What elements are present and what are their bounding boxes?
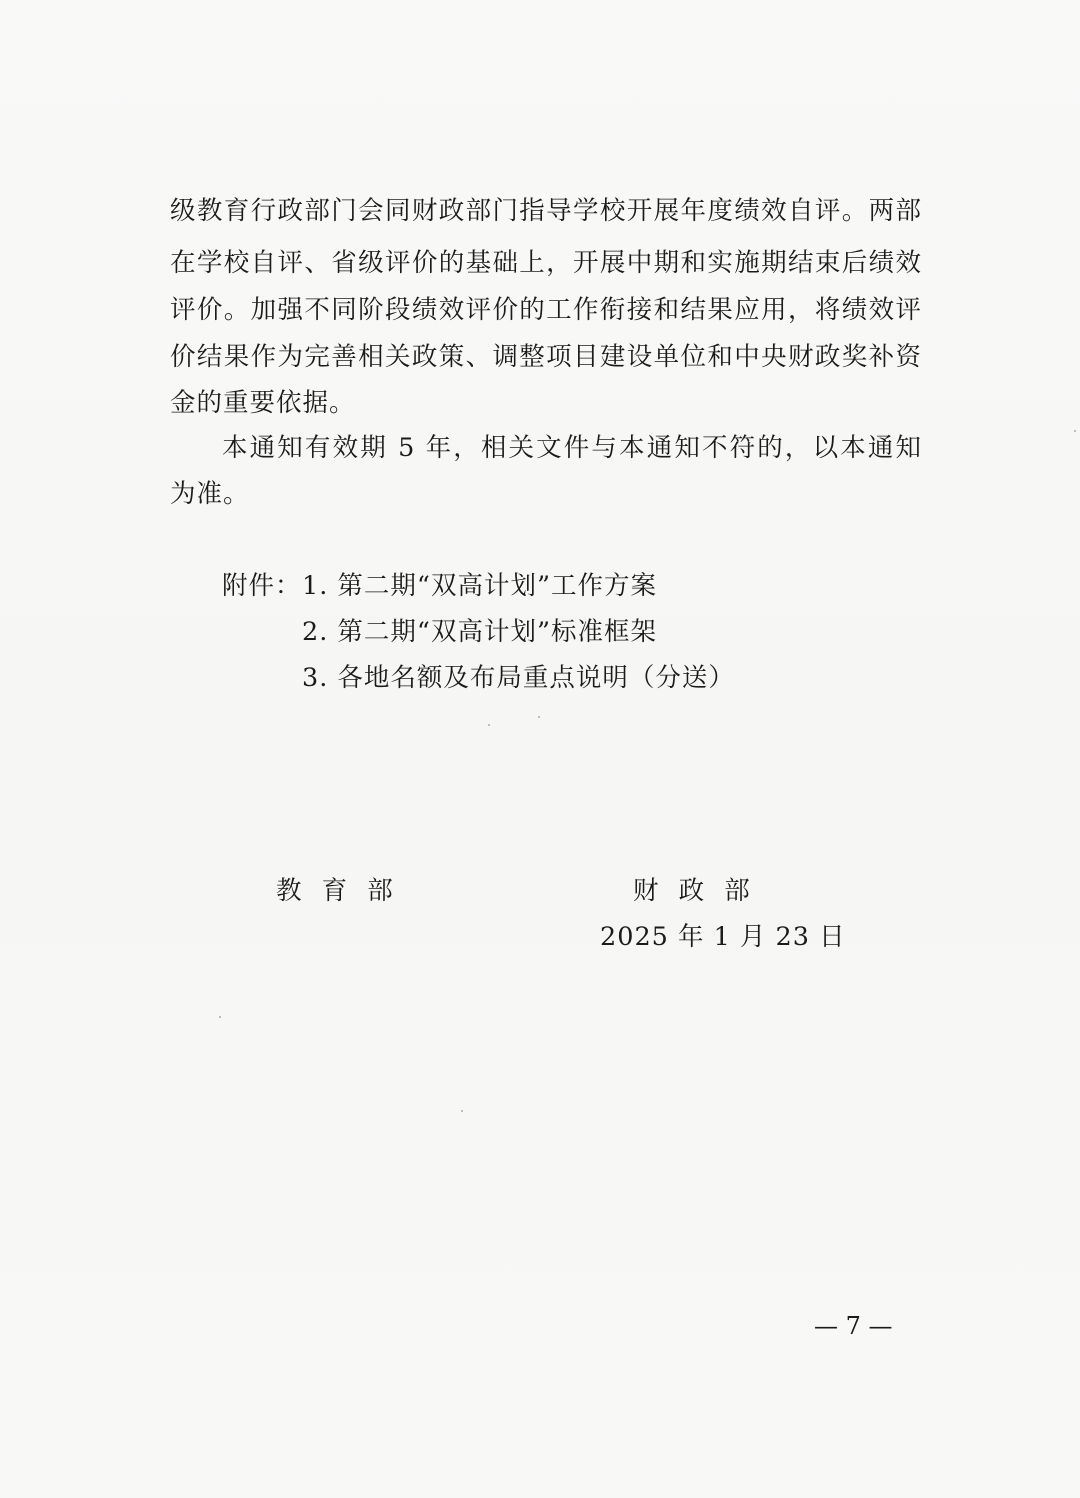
scan-speck xyxy=(461,1110,463,1112)
scan-speck xyxy=(488,724,490,726)
attachment-item: 3. 各地名额及布局重点说明（分送） xyxy=(302,663,735,693)
validity-line: 为准。 xyxy=(170,479,250,509)
body-line: 金的重要依据。 xyxy=(170,388,356,418)
body-line: 在学校自评、省级评价的基础上，开展中期和实施期结束后绩效 xyxy=(170,248,922,278)
page-number: — 7 — xyxy=(814,1312,893,1340)
issuer-ministry-of-education: 教 育 部 xyxy=(276,876,399,906)
scan-speck xyxy=(1074,430,1076,432)
attachment-item: 2. 第二期“双高计划”标准框架 xyxy=(302,617,658,647)
validity-line: 本通知有效期 5 年，相关文件与本通知不符的，以本通知 xyxy=(222,433,922,463)
body-line: 评价。加强不同阶段绩效评价的工作衔接和结果应用，将绩效评 xyxy=(170,295,922,325)
scan-speck xyxy=(538,716,540,718)
issue-date: 2025 年 1 月 23 日 xyxy=(600,922,846,952)
body-line: 价结果作为完善相关政策、调整项目建设单位和中央财政奖补资 xyxy=(170,342,922,372)
issuer-ministry-of-finance: 财 政 部 xyxy=(633,876,756,906)
attachment-item: 1. 第二期“双高计划”工作方案 xyxy=(302,571,658,601)
body-line: 级教育行政部门会同财政部门指导学校开展年度绩效自评。两部 xyxy=(170,196,922,226)
scan-speck xyxy=(219,1016,221,1018)
attachment-prefix: 附件： xyxy=(222,571,302,601)
